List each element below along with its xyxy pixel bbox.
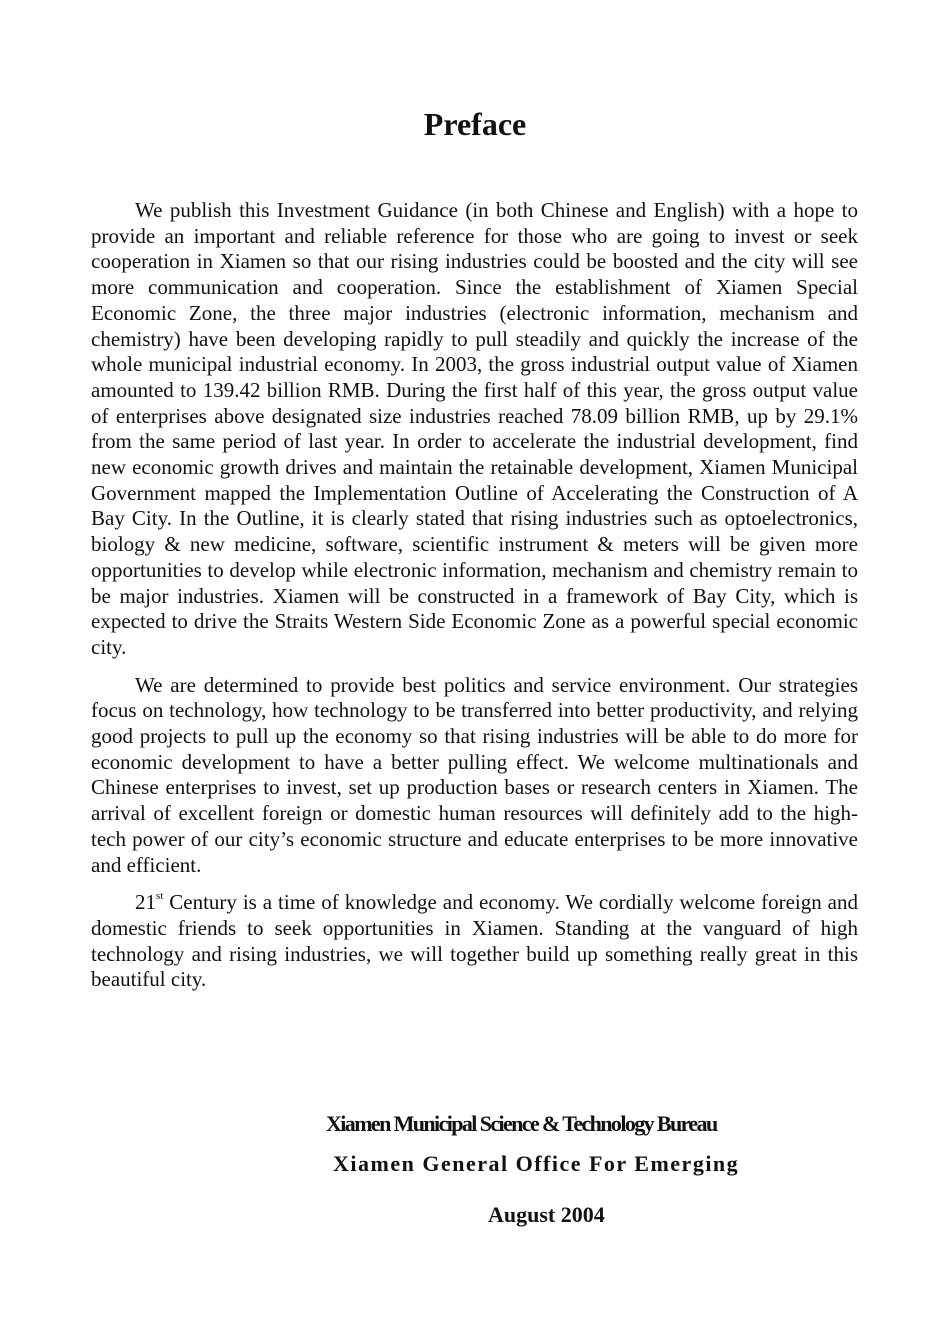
paragraph-2: We are determined to provide best politics and service environment. Our strategies focus on technology, how technology to be transferred into better productivity, and relying good projects to pull up the economy so that rising industries will be able to do more for economic development to have a better pulling effect. We welcome multinationals and Chinese enterprises to invest, set up production bases or research centers in Xiamen. The arrival of excellent foreign or domestic human resources will definitely add to the high-tech power of our city’s economic structure and educate enterprises to be more innovative and efficient.	[91, 672, 858, 877]
paragraph-3-text: Century is a time of knowledge and economy. We cordially welcome foreign and domestic friends to seek opportunities in Xiamen. Standing at the vanguard of high technology and rising industries, we will together build up something really great in this beautiful city.	[91, 890, 858, 992]
signature-office: Xiamen General Office For Emerging	[333, 1151, 740, 1176]
ordinal-superscript: st	[156, 890, 164, 903]
page-title: Preface	[423, 106, 527, 142]
preface-body	[91, 198, 858, 1005]
century-number: 21	[135, 890, 156, 915]
signature-bureau: Xiamen Municipal Science & Technology Bureau	[326, 1111, 717, 1136]
signature-date: August 2004	[488, 1202, 605, 1227]
paragraph-1: We publish this Investment Guidance (in both Chinese and English) with a hope to provide an important and reliable reference for those who are going to invest or seek cooperation in Xiamen so that our rising industries could be boosted and the city will see more communication and cooperation. Since the establishment of Xiamen Special Economic Zone, the three major industries (electronic information, mechanism and chemistry) have been developing rapidly to pull steadily and quickly the increase of the whole municipal industrial economy. In 2003, the gross industrial output value of Xiamen amounted to 139.42 billion RMB. During the first half of this year, the gross output value of enterprises above designated size industries reached 78.09 billion RMB, up by 29.1% from the same period of last year. In order to accelerate the industrial development, find new economic growth drives and maintain the retainable development, Xiamen Municipal Government mapped the Implementation Outline of Accelerating the Construction of A Bay City. In the Outline, it is clearly stated that rising industries such as optoelectronics, biology & new medicine, software, scientific instrument & meters will be given more opportunities to develop while electronic information, mechanism and chemistry remain to be major industries. Xiamen will be constructed in a framework of Bay City, which is expected to drive the Straits Western Side Economic Zone as a powerful special economic city.	[91, 198, 858, 659]
paragraph-3	[91, 890, 858, 993]
